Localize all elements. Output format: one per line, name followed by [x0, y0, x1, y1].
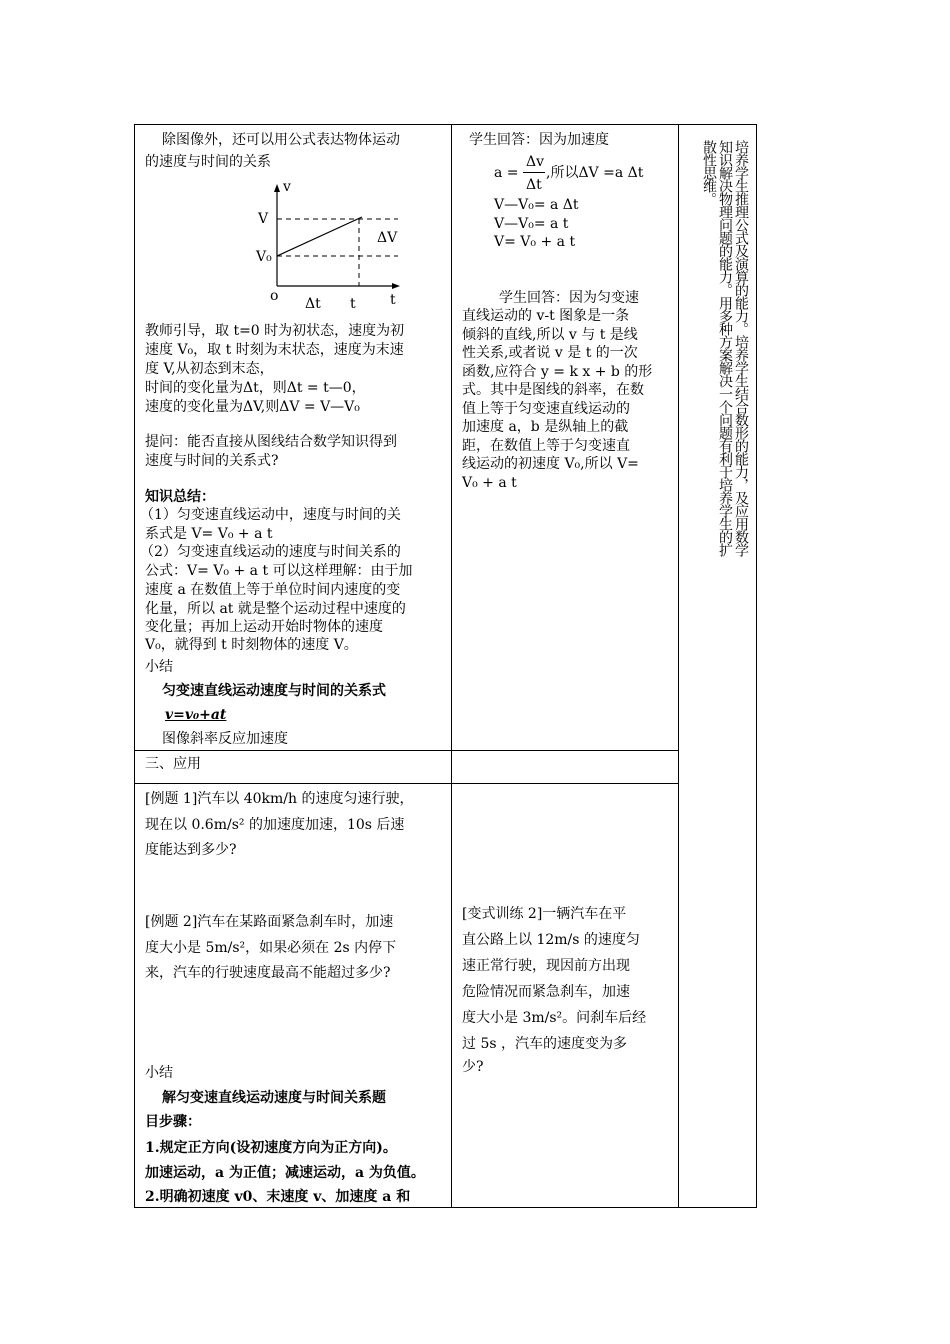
guide-line-5: 速度的变化量为ΔV,则ΔV = V—V₀	[145, 399, 360, 415]
answer2-line-11: V₀ + a t	[462, 475, 517, 491]
relation-title: 匀变速直线运动速度与时间的关系式	[162, 683, 386, 699]
small-summary-label-2: 小结	[145, 1065, 173, 1081]
summary-line-2: 系式是 V= V₀ + a t	[145, 526, 273, 542]
step-line-3: 2.明确初速度 v0、末速度 v、加速度 a 和	[145, 1189, 411, 1205]
answer2-line-8: 加速度 a，b 是纵轴上的截	[462, 419, 629, 435]
table-border-right	[756, 124, 757, 1208]
answer2-line-3: 倾斜的直线,所以 v 与 t 是线	[462, 327, 638, 343]
graph-t-label: t	[350, 296, 356, 312]
table-row-divider-1	[134, 750, 679, 751]
formula: v=v₀+at	[165, 707, 227, 723]
variant2-line-3: 速正常行驶，现因前方出现	[462, 958, 630, 974]
variant2-line-4: 危险情况而紧急刹车，加速	[462, 984, 630, 1000]
table-border-top	[134, 124, 757, 125]
slope-note: 图像斜率反应加速度	[162, 731, 288, 747]
intro-line-2: 的速度与时间的关系	[145, 154, 271, 170]
summary-line-5: 速度 a 在数值上等于单位时间内速度的变	[145, 582, 401, 598]
graph-v0-label: V₀	[256, 249, 272, 265]
summary-line-7: 变化量；再加上运动开始时物体的速度	[145, 619, 383, 635]
answer2-line-10: 线运动的初速度 V₀,所以 V=	[462, 456, 639, 472]
so-text: ,所以ΔV =a Δt	[546, 165, 644, 181]
section3-heading: 三、应用	[145, 756, 201, 772]
graph-v-label: V	[258, 211, 269, 227]
frac-bar	[523, 172, 545, 173]
guide-line-2: 速度 V₀，取 t 时刻为末状态，速度为末速	[145, 342, 404, 358]
variant2-line-5: 度大小是 3m/s²。问刹车后经	[462, 1010, 647, 1026]
variant2-line-6: 过 5s ，汽车的速度变为多	[462, 1036, 627, 1052]
answer2-line-2: 直线运动的 v-t 图象是一条	[462, 308, 630, 324]
variant2-line-2: 直公路上以 12m/s 的速度匀	[462, 932, 640, 948]
frac-numerator: Δv	[526, 154, 545, 170]
a-equals: a =	[494, 165, 519, 181]
graph-dv-label: ΔV	[377, 230, 398, 246]
table-border-bottom	[134, 1207, 757, 1208]
equation-3: V= V₀ + a t	[494, 234, 576, 250]
answer2-line-7: 值上等于匀变速直线运动的	[462, 401, 630, 417]
example2-line-2: 度大小是 5m/s²，如果必须在 2s 内停下	[145, 940, 397, 956]
answer2-line-9: 距，在数值上等于匀变速直	[462, 438, 630, 454]
step-line-2: 加速运动，a 为正值；减速运动，a 为负值。	[145, 1165, 425, 1181]
answer2-line-6: 式。其中是图线的斜率，在数	[462, 382, 644, 398]
graph-t-axis-label: t	[390, 292, 396, 308]
question-line-1: 提问：能否直接从图线结合数学知识得到	[145, 434, 397, 450]
variant2-line-1: [变式训练 2]一辆汽车在平	[462, 906, 627, 922]
example1-line-3: 度能达到多少?	[145, 842, 237, 858]
equation-2: V—V₀= a t	[494, 216, 569, 232]
steps-title-line-2: 目步骤：	[145, 1114, 201, 1130]
graph-origin-label: o	[270, 288, 279, 304]
answer2-line-4: 性关系,或者说 v 是 t 的一次	[462, 345, 638, 361]
intro-line-1: 除图像外，还可以用公式表达物体运动	[162, 132, 400, 148]
table-border-left	[134, 124, 135, 1208]
summary-line-6: 化量，所以 at 就是整个运动过程中速度的	[145, 601, 406, 617]
summary-line-8: V₀，就得到 t 时刻物体的速度 V。	[145, 637, 358, 653]
graph-dt-label: Δt	[305, 296, 321, 312]
summary-line-3: （2）匀变速直线运动的速度与时间关系的	[140, 544, 401, 560]
table-col-divider-1	[451, 124, 452, 1208]
steps-title-line-1: 解匀变速直线运动速度与时间关系题	[162, 1090, 386, 1106]
example1-line-2: 现在以 0.6m/s² 的加速度加速，10s 后速	[145, 817, 405, 833]
summary-line-1: （1）匀变速直线运动中，速度与时间的关	[140, 507, 401, 523]
summary-line-4: 公式：V= V₀ + a t 可以这样理解：由于加	[145, 563, 413, 579]
guide-line-1: 教师引导，取 t=0 时为初状态，速度为初	[145, 323, 405, 339]
small-summary-label: 小结	[145, 659, 173, 675]
variant2-line-7: 少?	[462, 1059, 484, 1075]
table-col-divider-2	[678, 124, 679, 1208]
answer2-line-5: 函数,应符合 y = k x + b 的形	[462, 364, 653, 380]
question-line-2: 速度与时间的关系式?	[145, 453, 279, 469]
table-row-divider-2	[134, 783, 679, 784]
frac-denominator: Δt	[526, 177, 542, 193]
step-line-1: 1.规定正方向(设初速度方向为正方向)。	[145, 1140, 397, 1156]
graph-v-axis-label: v	[283, 179, 291, 195]
example1-line-1: [例题 1]汽车以 40km/h 的速度匀速行驶，	[145, 791, 414, 807]
equation-1: V—V₀= a Δt	[494, 197, 579, 213]
answer1-head: 学生回答：因为加速度	[469, 132, 609, 148]
summary-title: 知识总结：	[145, 489, 215, 505]
answer2-line-1: 学生回答：因为匀变速	[499, 290, 639, 306]
col3-design-intent: 培养学生推理公式及演算的能力。培养学生结合数形的能力，及应用数学知识解决物理问题的能力。用多种方案解决一个问题有利于培养学生的扩散性思维。	[701, 140, 749, 556]
guide-line-3: 度 V,从初态到末态，	[145, 361, 274, 377]
example2-line-1: [例题 2]汽车在某路面紧急刹车时，加速	[145, 914, 394, 930]
guide-line-4: 时间的变化量为Δt，则Δt = t—0，	[145, 380, 366, 396]
example2-line-3: 来，汽车的行驶速度最高不能超过多少?	[145, 965, 391, 981]
